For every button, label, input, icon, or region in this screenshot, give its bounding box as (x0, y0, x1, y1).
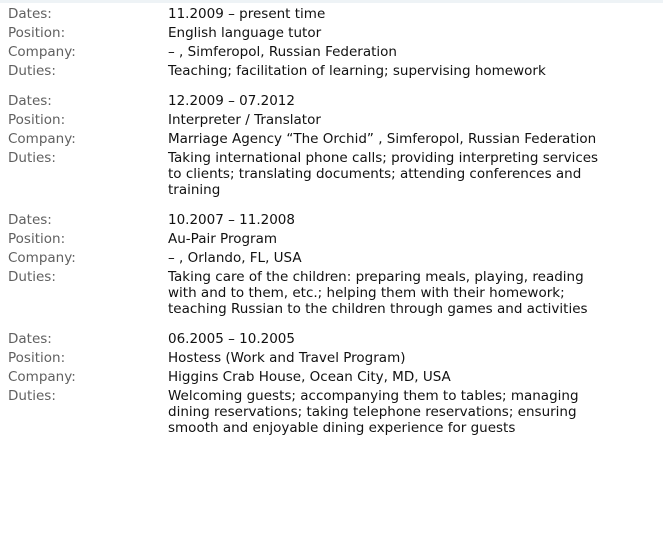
position-value: Au-Pair Program (168, 231, 278, 247)
duties-value: Teaching; facilitation of learning; supervising homework (168, 63, 546, 79)
experience-entry (0, 93, 663, 198)
dates-value: 11.2009 – present time (168, 6, 326, 22)
company-value: Higgins Crab House, Ocean City, MD, USA (168, 369, 451, 385)
position-label: Position: (8, 231, 66, 247)
company-row (0, 131, 663, 147)
company-value: Marriage Agency “The Orchid” , Simferopol, Russian Federation (168, 131, 597, 147)
company-row (0, 44, 663, 60)
position-value: English language tutor (168, 25, 322, 41)
duties-value: Welcoming guests; accompanying them to tables; managing dining reservations; taking telephone reservations; ensuring smooth and enjoyable dining experience for guests (168, 388, 579, 436)
duties-value: Taking international phone calls; providing interpreting services to clients; translating documents; attending conferences and training (168, 150, 599, 198)
experience-entry (0, 6, 663, 79)
duties-row (0, 388, 663, 436)
company-label: Company: (8, 250, 76, 266)
dates-row (0, 212, 663, 228)
duties-row (0, 63, 663, 79)
duties-label: Duties: (8, 63, 56, 79)
duties-row (0, 150, 663, 198)
entry-gap (0, 320, 663, 331)
company-value: – , Orlando, FL, USA (168, 250, 302, 266)
dates-value: 12.2009 – 07.2012 (168, 93, 295, 109)
position-value: Hostess (Work and Travel Program) (168, 350, 406, 366)
dates-label: Dates: (8, 6, 52, 22)
dates-label: Dates: (8, 212, 52, 228)
duties-row (0, 269, 663, 317)
dates-row (0, 6, 663, 22)
position-row (0, 350, 663, 366)
position-row (0, 231, 663, 247)
dates-value: 06.2005 – 10.2005 (168, 331, 295, 347)
company-label: Company: (8, 44, 76, 60)
experience-entry (0, 331, 663, 436)
dates-row (0, 331, 663, 347)
dates-label: Dates: (8, 93, 52, 109)
company-row (0, 250, 663, 266)
position-label: Position: (8, 25, 66, 41)
duties-value: Taking care of the children: preparing meals, playing, reading with and to them, etc.; helping them with their homework; teaching Russian to the children through games and activities (168, 269, 588, 317)
duties-label: Duties: (8, 388, 56, 404)
top-divider-strip (0, 0, 663, 3)
company-label: Company: (8, 131, 76, 147)
duties-label: Duties: (8, 150, 56, 166)
position-row (0, 112, 663, 128)
dates-row (0, 93, 663, 109)
dates-value: 10.2007 – 11.2008 (168, 212, 295, 228)
work-experience-list (0, 6, 663, 439)
entry-gap (0, 82, 663, 93)
experience-entry (0, 212, 663, 317)
dates-label: Dates: (8, 331, 52, 347)
position-label: Position: (8, 350, 66, 366)
company-row (0, 369, 663, 385)
company-label: Company: (8, 369, 76, 385)
entry-gap (0, 201, 663, 212)
position-label: Position: (8, 112, 66, 128)
position-row (0, 25, 663, 41)
duties-label: Duties: (8, 269, 56, 285)
company-value: – , Simferopol, Russian Federation (168, 44, 397, 60)
position-value: Interpreter / Translator (168, 112, 321, 128)
